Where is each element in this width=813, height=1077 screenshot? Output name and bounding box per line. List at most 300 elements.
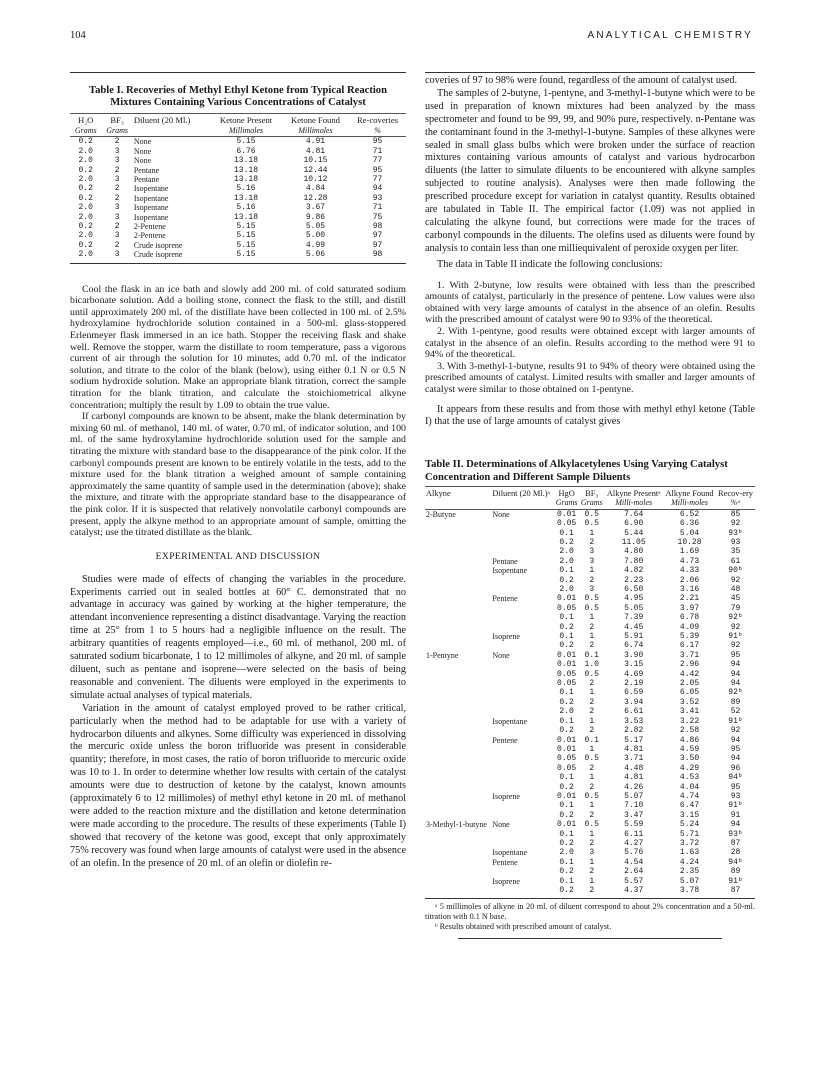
table-cell: 4.59	[679, 744, 700, 754]
table-cell: 92	[730, 622, 741, 632]
table-cell: 0.05	[557, 679, 577, 689]
t1-unit-cell: Grams	[70, 126, 101, 137]
table-row	[425, 509, 755, 519]
table-cell: 5.76	[624, 848, 644, 858]
end-rule	[458, 938, 722, 939]
table-cell: 3	[114, 231, 120, 241]
right-column	[425, 60, 755, 939]
table-cell: Isoprene	[492, 791, 520, 801]
t2-unit-cell: %ᵃ	[716, 498, 755, 509]
table-cell: 94	[730, 679, 741, 689]
table-cell: 13.18	[234, 212, 259, 222]
table-cell: 2.82	[624, 726, 644, 736]
table-cell: None	[492, 650, 510, 660]
table-cell: 94	[730, 669, 741, 679]
table-cell: Isopentane	[133, 193, 169, 203]
table-cell: 6.78	[679, 613, 700, 623]
table-cell: 1	[589, 716, 595, 726]
table-cell: 4.82	[624, 566, 644, 576]
table-cell: 4.81	[624, 773, 644, 783]
table-cell	[491, 670, 554, 679]
table-cell	[425, 792, 491, 801]
table-cell: 3.16	[679, 585, 700, 594]
table-cell	[425, 632, 491, 641]
table-cell: Pentene	[492, 594, 518, 604]
table-cell: 2.23	[624, 575, 644, 585]
table-cell: 0.1	[559, 528, 574, 538]
table-cell	[425, 519, 491, 528]
table-cell: 1	[589, 528, 595, 538]
table-cell: 2	[589, 886, 595, 895]
t1-header-cell: H₂O	[70, 114, 101, 126]
table-cell: 3	[114, 212, 120, 222]
table-cell: 4.42	[679, 669, 700, 679]
table-cell: 2	[589, 810, 595, 820]
table-cell	[425, 717, 491, 726]
table-cell: None	[133, 146, 152, 156]
t1-header-cell: Ketone Found	[282, 114, 349, 126]
table-cell: 6.47	[679, 801, 700, 811]
table-cell	[491, 839, 554, 848]
table-cell: 6.61	[624, 707, 644, 717]
table-cell: 3.53	[624, 716, 644, 726]
table-cell: 3	[114, 250, 120, 260]
table-cell: 3	[589, 585, 595, 594]
t1-header-cell: Diluent (20 Ml.)	[133, 114, 210, 126]
table-cell: 0.5	[584, 820, 599, 830]
table-cell: 0.1	[559, 801, 574, 811]
table-row	[425, 529, 755, 538]
table-cell: 2.0	[78, 156, 93, 166]
table-cell: 3.90	[624, 650, 644, 660]
table-cell: 87	[730, 886, 741, 895]
table-row	[70, 241, 406, 250]
table-cell: 94ᵇ	[728, 773, 743, 783]
table-cell	[491, 623, 554, 632]
table-cell: 3.41	[679, 707, 700, 717]
table-cell: 2.0	[78, 212, 93, 222]
table-row	[425, 707, 755, 716]
table-row	[70, 194, 406, 203]
table-cell: 92	[730, 575, 741, 585]
table-cell: 94	[730, 735, 741, 745]
table-cell: 0.01	[557, 650, 577, 660]
table-cell: 4.09	[679, 622, 700, 632]
table-cell: 2.0	[78, 146, 93, 156]
appears-paragraph: It appears from these results and from those with methyl ethyl ketone (Table I) that the use of large amounts of catalyst gives	[425, 403, 755, 428]
table-cell: 0.05	[557, 519, 577, 529]
table-cell: 71	[372, 146, 383, 156]
table2-bottom-rule	[425, 898, 755, 899]
table-cell	[425, 764, 491, 773]
table-cell: 0.1	[584, 735, 599, 745]
table-cell: 2	[589, 622, 595, 632]
table-cell: 95	[730, 650, 741, 660]
table-cell: 3	[589, 848, 595, 858]
t2-header-cell: BF₃	[579, 486, 604, 498]
table-cell: 0.2	[559, 537, 574, 547]
table-cell: Isopentane	[133, 212, 169, 222]
table-row	[425, 651, 755, 660]
table-cell: 2	[589, 707, 595, 717]
table-cell: 5.15	[236, 250, 256, 260]
table-cell: 3	[114, 146, 120, 156]
table-cell: 4.27	[624, 838, 644, 848]
table-cell	[491, 538, 554, 547]
table-cell: 0.05	[557, 603, 577, 613]
table-cell	[491, 613, 554, 622]
table-cell: 75	[372, 212, 383, 222]
table-cell: 4.69	[624, 669, 644, 679]
table-cell	[491, 726, 554, 735]
table-cell: 3.78	[679, 886, 700, 895]
t2-header-cell: Alkyne Presentᵃ	[604, 486, 663, 498]
t2-header-cell: Alkyne Found	[663, 486, 716, 498]
table-cell	[425, 877, 491, 886]
table-cell: 1.63	[679, 848, 700, 858]
table-cell	[491, 519, 554, 528]
table-row	[70, 175, 406, 184]
table-cell: None	[133, 137, 152, 147]
table-cell: 1	[589, 688, 595, 698]
table-cell: 2.06	[679, 575, 700, 585]
table-cell: 1	[589, 744, 595, 754]
table-row	[425, 830, 755, 839]
table-cell: 85	[730, 509, 741, 519]
table-cell: 3.71	[679, 650, 700, 660]
t2-header-cell: Diluent (20 Ml.)ᵃ	[491, 486, 554, 498]
left-column	[70, 60, 406, 871]
table-cell: 4.26	[624, 782, 644, 792]
table-cell: 35	[730, 547, 741, 557]
table-cell: 0.1	[559, 613, 574, 623]
table-cell: 5.57	[624, 876, 644, 886]
table-row	[425, 858, 755, 867]
t1-unit-cell	[133, 126, 210, 137]
table-cell: 3.67	[305, 203, 326, 213]
table1-title: Table I. Recoveries of Methyl Ethyl Ketone from Typical Reaction Mixtures Containing Various Concentrations of Catalyst	[89, 85, 387, 109]
table-cell	[425, 566, 491, 575]
table-row	[425, 641, 755, 650]
table-row	[425, 594, 755, 603]
table-cell: Isoprene	[492, 632, 520, 642]
table-row	[425, 547, 755, 556]
table-cell: 6.59	[624, 688, 644, 698]
table-cell	[491, 585, 554, 594]
table-row	[425, 726, 755, 735]
table-row	[425, 886, 755, 895]
table-cell: 4.86	[679, 735, 700, 745]
table-row	[425, 811, 755, 820]
table-cell: 0.05	[557, 763, 577, 773]
table-cell: Pentane	[133, 165, 160, 175]
table-cell	[425, 660, 491, 669]
table-cell: 4.53	[679, 773, 700, 783]
table-cell: Pentane	[133, 175, 160, 185]
table-cell: 98	[372, 250, 383, 260]
table-cell: 0.01	[557, 594, 577, 604]
table-row	[425, 717, 755, 726]
table-cell: 4.81	[624, 744, 644, 754]
table-row	[425, 792, 755, 801]
table-cell	[425, 801, 491, 810]
table-cell: 10.12	[303, 175, 328, 185]
table-cell: 91ᵇ	[728, 876, 743, 886]
table-cell: 13.18	[234, 156, 259, 166]
table-cell	[425, 867, 491, 876]
table-cell: 1	[589, 829, 595, 839]
table-cell: 5.59	[624, 820, 644, 830]
table-cell: 0.1	[559, 773, 574, 783]
conclusions-intro: The data in Table II indicate the following conclusions:	[437, 258, 663, 270]
table-cell: 7.64	[624, 509, 644, 519]
table-cell: 2	[589, 537, 595, 547]
table-cell: Isopentane	[492, 716, 528, 726]
table-cell: 94	[730, 820, 741, 830]
table-row	[425, 519, 755, 528]
footnote-a: ᵃ 5 millimoles of alkyne in 20 ml. of diluent correspond to about 2% concentration and a 50-ml. titration with 0.1 N base.	[425, 902, 755, 922]
table-cell: 2.96	[679, 660, 700, 670]
table-cell	[491, 745, 554, 754]
section-heading: EXPERIMENTAL AND DISCUSSION	[155, 550, 321, 562]
table-cell: 2-Pentene	[133, 222, 166, 232]
table-cell: 4.24	[679, 857, 700, 867]
table-cell: 94ᵇ	[728, 857, 743, 867]
table-row	[425, 801, 755, 810]
table-cell	[491, 707, 554, 716]
table-cell: 5.17	[624, 735, 644, 745]
table-cell: 0.5	[584, 519, 599, 529]
table-cell: 3.71	[624, 754, 644, 764]
table-row	[425, 632, 755, 641]
table-row	[425, 613, 755, 622]
table-cell: Isoprene	[492, 876, 520, 886]
table-row	[70, 156, 406, 165]
table-cell: 97	[372, 240, 383, 250]
table-row	[425, 660, 755, 669]
table-cell: 4.91	[305, 137, 326, 147]
table-cell	[425, 604, 491, 613]
table-cell: 0.05	[557, 669, 577, 679]
table-cell: 3.72	[679, 838, 700, 848]
table-cell: 0.1	[559, 688, 574, 698]
table-cell	[491, 773, 554, 782]
table-cell: 5.15	[236, 240, 256, 250]
table-cell: 2.0	[78, 175, 93, 185]
table-row	[70, 231, 406, 240]
table-row	[425, 557, 755, 566]
table-cell: 13.18	[234, 165, 259, 175]
table-row	[425, 877, 755, 886]
table-row	[425, 604, 755, 613]
table-cell: 5.39	[679, 632, 700, 642]
table-cell	[425, 736, 491, 745]
table-cell: 2	[589, 867, 595, 877]
table-cell: 2-Pentene	[133, 231, 166, 241]
table-row	[70, 222, 406, 231]
table-cell: 0.2	[78, 240, 93, 250]
t2-unit-cell: Grams	[580, 498, 603, 508]
table-cell	[491, 547, 554, 556]
table-cell: 6.17	[679, 641, 700, 651]
table-cell: 3.50	[679, 754, 700, 764]
table-cell: 0.05	[557, 754, 577, 764]
table-cell: Pentene	[492, 857, 518, 867]
table-cell: 95	[730, 744, 741, 754]
table-cell: 0.1	[559, 829, 574, 839]
table-cell: 89	[730, 697, 741, 707]
table-cell: 77	[372, 156, 383, 166]
table-cell: 7.80	[624, 556, 644, 566]
table-cell: 3	[114, 156, 120, 166]
table-cell: 0.01	[557, 660, 577, 670]
table-row	[425, 773, 755, 782]
table-cell: 94	[730, 754, 741, 764]
table-row	[425, 538, 755, 547]
table-cell: 9.86	[305, 212, 326, 222]
table-cell: 3.52	[679, 697, 700, 707]
table-cell: 5.05	[305, 222, 326, 232]
table-cell: 1	[589, 857, 595, 867]
table-cell: 3	[114, 175, 120, 185]
table-cell: 91ᵇ	[728, 716, 743, 726]
table-cell: 95	[372, 137, 383, 147]
table-cell: 3-Methyl-1-butyne	[426, 820, 487, 830]
table-row	[425, 848, 755, 857]
table-cell	[425, 529, 491, 538]
t2-unit-cell: Milli-moles	[663, 498, 716, 509]
top-rule-right	[425, 72, 755, 73]
table-cell	[425, 623, 491, 632]
table-cell: 87	[730, 838, 741, 848]
table-cell: 4.99	[305, 240, 326, 250]
table-cell: Crude isoprene	[133, 250, 183, 260]
table-cell: 3	[589, 556, 595, 566]
table-cell: 5.04	[679, 528, 700, 538]
table-cell	[425, 811, 491, 820]
table-row	[425, 623, 755, 632]
t2-unit-cell: Milli-moles	[604, 498, 663, 509]
table-cell	[491, 660, 554, 669]
table-cell: 92	[730, 726, 741, 736]
table-cell: 0.1	[559, 716, 574, 726]
t2-unit-cell	[425, 498, 491, 509]
table-cell	[425, 745, 491, 754]
table-cell: 0.01	[557, 735, 577, 745]
journal-title: ANALYTICAL CHEMISTRY	[587, 30, 753, 41]
table-row	[425, 745, 755, 754]
table-cell: 2	[114, 193, 120, 203]
table-cell	[425, 547, 491, 556]
table-cell: 2.0	[78, 203, 93, 213]
table-cell: 2.21	[679, 594, 700, 604]
table-cell: 2	[114, 240, 120, 250]
table-cell: 5.00	[305, 231, 326, 241]
table-row	[425, 867, 755, 876]
table-cell: 0.2	[559, 726, 574, 736]
table-cell	[425, 557, 491, 566]
procedure-paragraph: Cool the flask in an ice bath and slowly add 200 ml. of cold saturated sodium bicarbonate solution. Add a boiling stone, connect the flask to the still, and distill until approximately 200 ml. of the distillate have been collected in 100 ml. of 2.5% hydroxylamine hydrochloride solution contained in a 500-ml. glass-stoppered Erlenmeyer flask immersed in an ice bath. Stopper the receiving flask and shake well. Remove the stopper, warm the distillate to room temperature, pass a vigorous current of air through the solution for 10 minutes, add 0.70 ml. of the indicator solution, and titrate to the color of the blank (below), using either 0.1 N or 0.5 N sodium hydroxide solution. Make an appropriate blank titration, correct the sample titration for the blank titration, and calculate the stoichiometrical alkyne concentration; multiply the result by 1.09 to obtain the true value.	[70, 283, 406, 411]
t1-unit-cell: Millimoles	[282, 126, 349, 137]
table-cell: 3.15	[624, 660, 644, 670]
table-cell: 6.05	[679, 688, 700, 698]
table-cell: 2.0	[559, 547, 574, 557]
table-cell: None	[492, 509, 510, 519]
table-cell: 5.71	[679, 829, 700, 839]
table-cell: 0.2	[559, 697, 574, 707]
table-cell: 2	[114, 165, 120, 175]
table-row	[425, 839, 755, 848]
table-row	[425, 566, 755, 575]
table-cell: 96	[730, 763, 741, 773]
table-cell: 93	[730, 791, 741, 801]
table-row	[425, 576, 755, 585]
table-cell: 2	[114, 137, 120, 147]
table-cell: 0.2	[78, 193, 93, 203]
table-cell: 12.44	[303, 165, 328, 175]
table-cell: 79	[730, 603, 741, 613]
table-cell: 28	[730, 848, 741, 858]
table-cell: 2.58	[679, 726, 700, 736]
table-cell: 3	[589, 547, 595, 557]
table-cell	[425, 886, 491, 895]
t2-unit-cell: Grams	[555, 498, 578, 508]
table-cell: 1	[589, 773, 595, 783]
table-cell: 3.22	[679, 716, 700, 726]
table-cell: 2.0	[559, 585, 574, 594]
table-cell: 2.0	[559, 556, 574, 566]
table-cell: 7.39	[624, 613, 644, 623]
table-cell: 4.45	[624, 622, 644, 632]
table-cell: 0.2	[559, 575, 574, 585]
table-cell: 97	[372, 231, 383, 241]
table-cell: Isopentane	[492, 566, 528, 576]
table-cell: 1	[589, 566, 595, 576]
table-cell: 5.44	[624, 528, 644, 538]
table-cell: 1.69	[679, 547, 700, 557]
table-cell: 1-Pentyne	[426, 650, 459, 660]
table-cell	[425, 783, 491, 792]
table-cell: 4.04	[679, 782, 700, 792]
table-cell: Pentane	[492, 556, 518, 566]
table-cell: 93	[730, 537, 741, 547]
table-cell	[425, 670, 491, 679]
table-cell: 0.1	[559, 876, 574, 886]
table-cell: 5.07	[679, 876, 700, 886]
table-cell: 4.73	[679, 556, 700, 566]
table-cell: 13.18	[234, 193, 259, 203]
running-header	[70, 30, 753, 46]
table-cell: 5.15	[236, 231, 256, 241]
discussion-paragraph-1: Studies were made of effects of changing the variables in the procedure. Experiments carried out in sealed bottles at 60° C. demonstrated that no advantage in accuracy was gained by working at the higher temperature, the attendant inconvenience representing a distinct disadvantage. Varying the reaction time at 25° from 1 to 5 hours had a negligible influence on the result. The arbitrary quantities of reagents employed—i.e., 60 ml. of methanol, 200 ml. of saturated sodium bicarbonate, 1 to 12 millimoles of alkyne, and 20 ml. of sample diluent, such as pentane and isoprene—were selected on the basis of being reasonable and convenient. The diluents were employed in the experiments to simulate actual analyses of typical materials.	[70, 573, 406, 701]
table-cell: 4.48	[624, 763, 644, 773]
table-cell: 4.54	[624, 857, 644, 867]
table-row	[70, 147, 406, 156]
table-cell	[491, 576, 554, 585]
table-cell	[491, 529, 554, 538]
table-cell: 95	[372, 165, 383, 175]
table-cell: 2.0	[78, 250, 93, 260]
table-cell: 4.33	[679, 566, 700, 576]
table-cell: 12.28	[303, 193, 328, 203]
table-cell: 0.01	[557, 820, 577, 830]
table-row	[70, 184, 406, 193]
table-cell: 2	[114, 184, 120, 194]
table-row	[70, 250, 406, 259]
table-cell: 91	[730, 810, 741, 820]
t1-header-cell: Ketone Present	[210, 114, 282, 126]
table-cell: Isopentane	[133, 203, 169, 213]
